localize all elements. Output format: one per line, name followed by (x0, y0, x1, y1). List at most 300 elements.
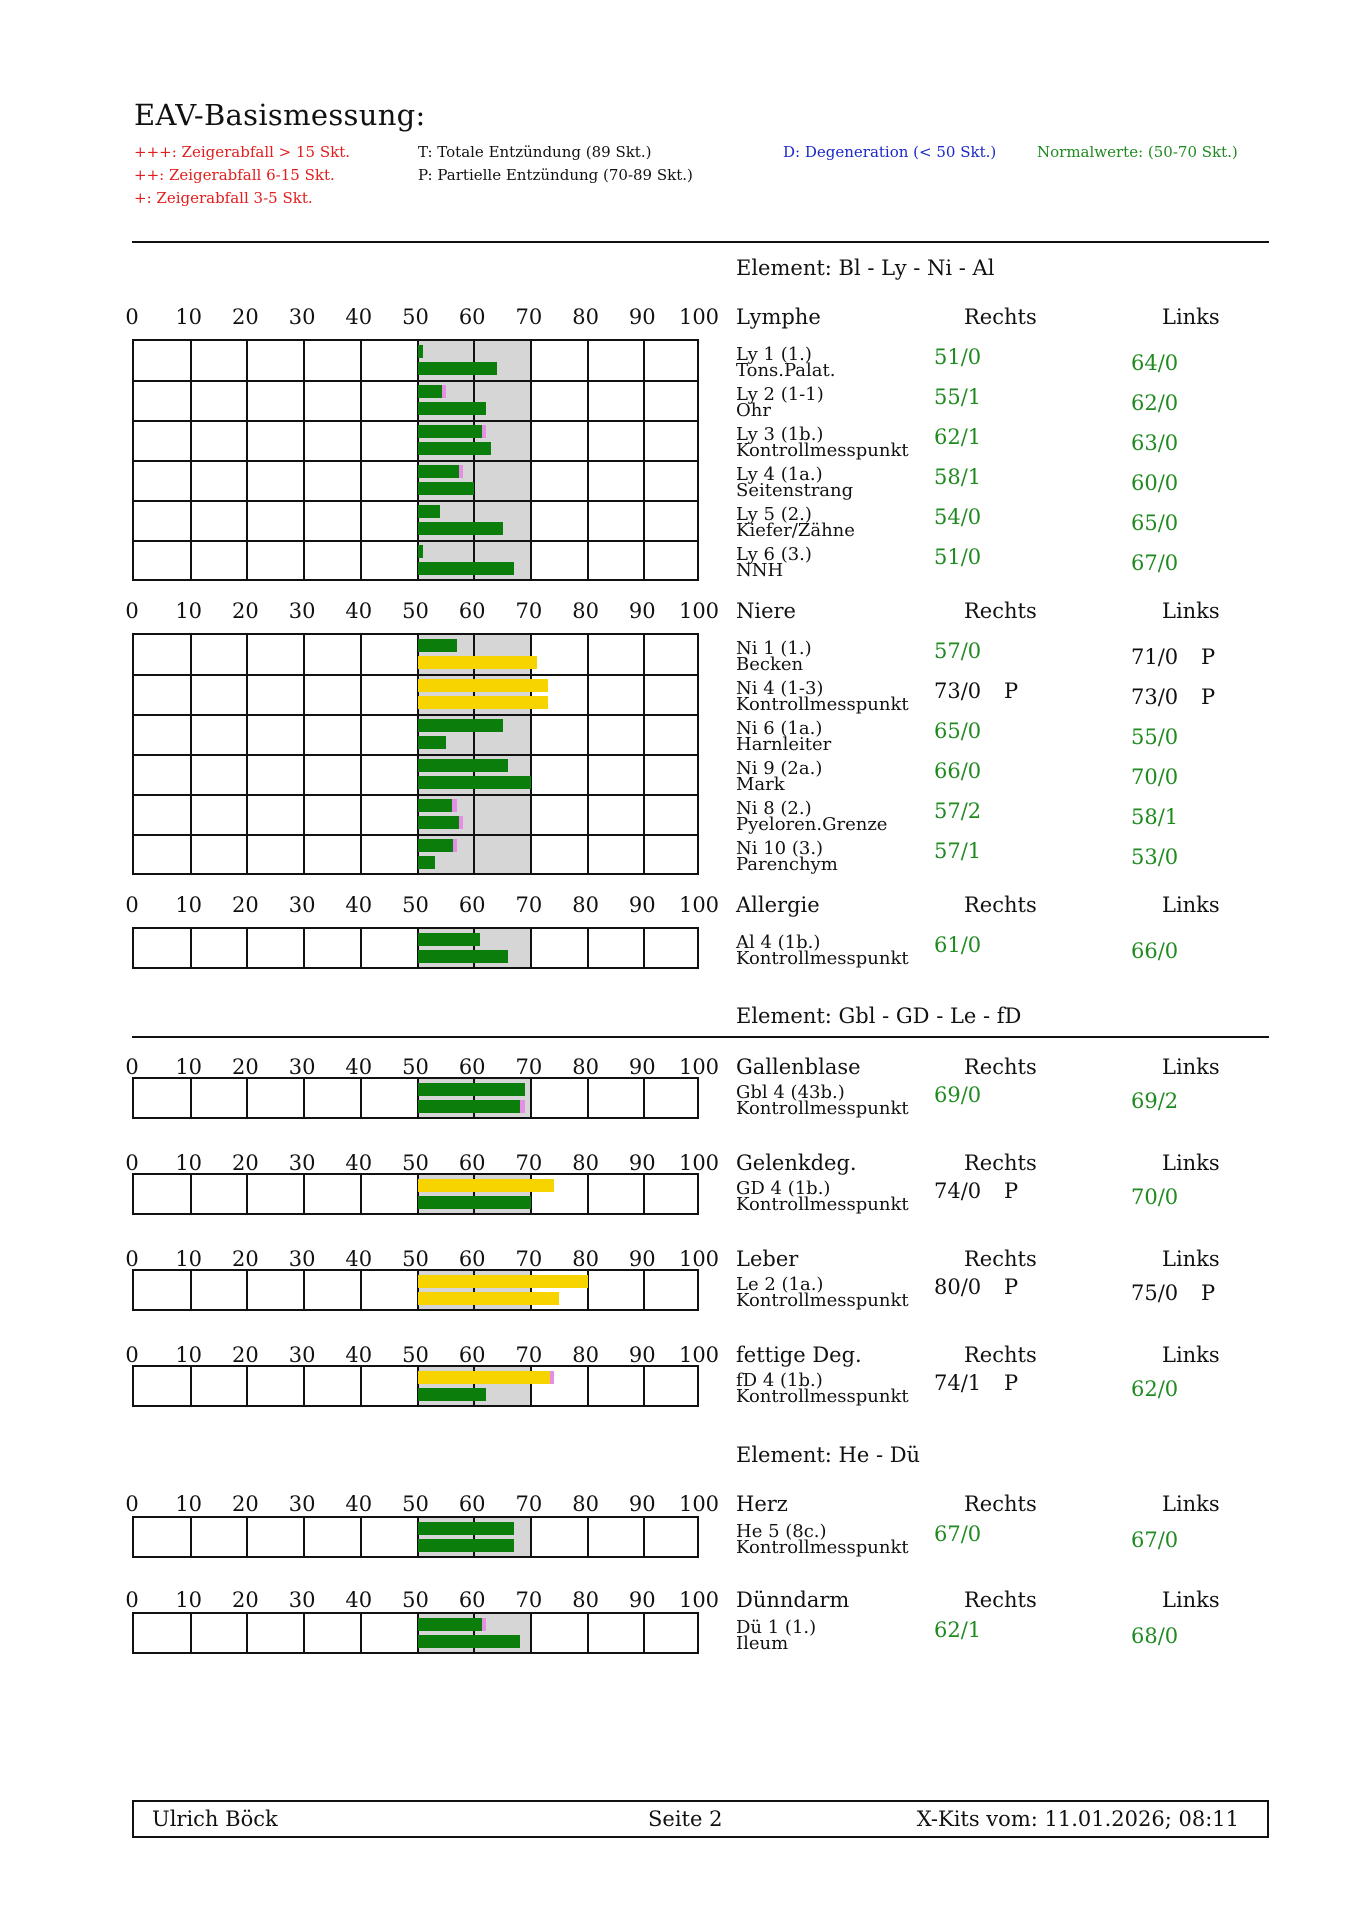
scale-tick-label: 70 (515, 893, 543, 917)
column-head-left: Links (1162, 1151, 1220, 1175)
value-left: 67/0 (1131, 1528, 1179, 1552)
scale-tick-label: 80 (572, 893, 599, 917)
grid-line-vertical (360, 1175, 362, 1213)
measure-point-code: Dü 1 (1.) (736, 1617, 817, 1638)
scale-tick-label: 60 (458, 1055, 486, 1079)
scale-tick-label: 30 (288, 1343, 316, 1367)
scale-tick-label: 80 (572, 1247, 599, 1271)
column-head-right: Rechts (964, 893, 1037, 917)
measure-point-location: Ohr (736, 400, 771, 421)
scale-tick-label: 60 (458, 893, 486, 917)
measure-point-code: Ni 6 (1a.) (736, 718, 823, 739)
scale-tick-label: 100 (678, 305, 720, 329)
scale-tick-label: 100 (678, 1492, 720, 1516)
measurement-grid (132, 1269, 699, 1311)
scale-tick-label: 40 (345, 1151, 373, 1175)
reading-bar-right (418, 465, 463, 478)
value-right: 73/0 (934, 679, 982, 703)
reading-bar-left (418, 402, 486, 415)
grid-line-vertical (360, 929, 362, 967)
measure-point-code: He 5 (8c.) (736, 1521, 827, 1542)
scale-tick-label: 0 (125, 1343, 139, 1367)
scale-tick-label: 50 (402, 599, 429, 623)
scale-tick-label: 100 (678, 1247, 720, 1271)
grid-line-vertical (587, 929, 589, 967)
scale-tick-label: 100 (678, 1151, 720, 1175)
organ-section-title: Gallenblase (736, 1055, 861, 1079)
scale-tick-label: 20 (232, 305, 259, 329)
grid-line-horizontal (134, 500, 697, 502)
pointer-drop-indicator (482, 425, 486, 438)
grid-line-vertical (360, 1518, 362, 1556)
pointer-drop-indicator (520, 1100, 525, 1113)
grid-line-vertical (360, 1271, 362, 1309)
value-left: 55/0 (1131, 725, 1179, 749)
value-left: 60/0 (1131, 471, 1179, 495)
pointer-drop-indicator (550, 1371, 554, 1384)
organ-section-title: fettige Deg. (736, 1343, 862, 1367)
grid-line-vertical (643, 1175, 645, 1213)
scale-tick-label: 0 (125, 1151, 139, 1175)
scale-tick-label: 80 (572, 599, 599, 623)
grid-line-vertical (303, 1518, 305, 1556)
scale-tick-label: 30 (288, 1492, 316, 1516)
column-head-right: Rechts (964, 1343, 1037, 1367)
column-head-left: Links (1162, 1588, 1220, 1612)
scale-tick-label: 30 (288, 1055, 316, 1079)
scale-tick-label: 20 (232, 1247, 259, 1271)
measure-point-location: NNH (736, 560, 784, 581)
value-right: 61/0 (934, 933, 982, 957)
scale-tick-label: 10 (175, 893, 203, 917)
grid-line-vertical (643, 1614, 645, 1652)
scale-tick-label: 70 (515, 1343, 543, 1367)
scale-tick-label: 90 (628, 1055, 656, 1079)
column-head-right: Rechts (964, 1151, 1037, 1175)
scale-tick-label: 30 (288, 1247, 316, 1271)
measure-point-code: Ly 3 (1b.) (736, 424, 824, 445)
reading-bar-left (418, 1100, 526, 1113)
reading-bar-left (418, 1292, 560, 1305)
column-head-right: Rechts (964, 1492, 1037, 1516)
measure-point-code: Ly 5 (2.) (736, 504, 812, 525)
value-left: 70/0 (1131, 765, 1179, 789)
grid-line-vertical (303, 1614, 305, 1652)
organ-section-title: Niere (736, 599, 796, 623)
measure-point-location: Kontrollmesspunkt (736, 694, 909, 715)
legend-normal-values: Normalwerte: (50-70 Skt.) (1037, 143, 1238, 161)
scale-tick-label: 0 (125, 1588, 139, 1612)
scale-tick-label: 10 (175, 1151, 203, 1175)
grid-line-vertical (190, 929, 192, 967)
scale-tick-label: 50 (402, 1247, 429, 1271)
value-right: 57/0 (934, 639, 982, 663)
organ-section-title: Allergie (736, 893, 820, 917)
grid-line-vertical (246, 1271, 248, 1309)
reading-bar-right (418, 1083, 526, 1096)
footer-timestamp: X-Kits vom: 11.01.2026; 08:11 (916, 1807, 1239, 1831)
grid-line-vertical (360, 1079, 362, 1117)
organ-section-title: Lymphe (736, 305, 821, 329)
scale-tick-label: 30 (288, 599, 316, 623)
scale-tick-label: 70 (515, 305, 543, 329)
grid-line-vertical (246, 929, 248, 967)
measure-point-code: Ni 10 (3.) (736, 838, 824, 859)
value-left: 63/0 (1131, 431, 1179, 455)
measure-point-code: Ni 4 (1-3) (736, 678, 824, 699)
measure-point-code: Ni 8 (2.) (736, 798, 812, 819)
reading-bar-right (418, 545, 424, 558)
scale-ticks (125, 893, 720, 919)
value-left: 53/0 (1131, 845, 1179, 869)
scale-tick-label: 100 (678, 1055, 720, 1079)
scale-tick-label: 20 (232, 1588, 259, 1612)
scale-tick-label: 20 (232, 599, 259, 623)
scale-tick-label: 80 (572, 1151, 599, 1175)
footer-page-number: Seite 2 (648, 1807, 723, 1831)
scale-tick-label: 60 (458, 1492, 486, 1516)
page-footer (132, 1800, 1269, 1838)
scale-tick-label: 90 (628, 1151, 656, 1175)
measure-point-code: Ly 1 (1.) (736, 344, 812, 365)
reading-bar-left (418, 856, 435, 869)
scale-tick-label: 40 (345, 599, 373, 623)
measurement-grid (132, 339, 699, 581)
scale-tick-label: 60 (458, 1343, 486, 1367)
scale-tick-label: 30 (288, 305, 316, 329)
value-right: 57/2 (934, 799, 982, 823)
scale-tick-label: 90 (628, 1247, 656, 1271)
value-right: 58/1 (934, 465, 982, 489)
value-left: 62/0 (1131, 391, 1179, 415)
scale-tick-label: 40 (345, 305, 373, 329)
measure-point-location: Kiefer/Zähne (736, 520, 855, 541)
value-left: 75/0 (1131, 1281, 1179, 1305)
reading-bar-left (418, 522, 503, 535)
measurement-grid (132, 1612, 699, 1654)
element-title: Element: Gbl - GD - Le - fD (736, 1004, 1022, 1028)
scale-tick-label: 50 (402, 1588, 429, 1612)
column-head-left: Links (1162, 1055, 1220, 1079)
scale-ticks (125, 305, 720, 331)
scale-tick-label: 70 (515, 1055, 543, 1079)
measure-point-code: Ni 9 (2a.) (736, 758, 823, 779)
value-right: 74/1 (934, 1371, 982, 1395)
scale-tick-label: 0 (125, 305, 139, 329)
scale-tick-label: 70 (515, 1151, 543, 1175)
scale-tick-label: 100 (678, 1343, 720, 1367)
scale-tick-label: 70 (515, 1247, 543, 1271)
measure-point-location: Pyeloren.Grenze (736, 814, 888, 835)
reading-bar-right (418, 1179, 554, 1192)
grid-line-vertical (643, 1271, 645, 1309)
measurement-grid (132, 1516, 699, 1558)
column-head-left: Links (1162, 1492, 1220, 1516)
scale-tick-label: 80 (572, 1055, 599, 1079)
legend-drop-3: +++: Zeigerabfall > 15 Skt. (134, 143, 351, 161)
column-head-left: Links (1162, 893, 1220, 917)
organ-section-title: Dünndarm (736, 1588, 850, 1612)
value-right: 62/1 (934, 425, 982, 449)
grid-line-vertical (190, 1518, 192, 1556)
scale-tick-label: 10 (175, 1343, 203, 1367)
measure-point-location: Kontrollmesspunkt (736, 440, 909, 461)
value-right: 57/1 (934, 839, 982, 863)
measure-point-code: Le 2 (1a.) (736, 1274, 824, 1295)
reading-bar-left (418, 776, 531, 789)
reading-bar-left (418, 1635, 520, 1648)
scale-tick-label: 50 (402, 1151, 429, 1175)
pointer-drop-indicator (442, 385, 446, 398)
measure-point-location: Kontrollmesspunkt (736, 1290, 909, 1311)
grid-line-vertical (360, 1614, 362, 1652)
grid-line-horizontal (134, 834, 697, 836)
scale-tick-label: 90 (628, 305, 656, 329)
scale-tick-label: 50 (402, 1343, 429, 1367)
value-left: 65/0 (1131, 511, 1179, 535)
value-right: 66/0 (934, 759, 982, 783)
pointer-drop-indicator (453, 839, 457, 852)
grid-line-horizontal (134, 794, 697, 796)
grid-line-vertical (190, 1367, 192, 1405)
value-left: 71/0 (1131, 645, 1179, 669)
organ-section-title: Herz (736, 1492, 788, 1516)
reading-bar-right (418, 679, 548, 692)
reading-bar-left (418, 442, 492, 455)
measure-point-location: Becken (736, 654, 804, 675)
measure-point-code: GD 4 (1b.) (736, 1178, 831, 1199)
measure-point-location: Kontrollmesspunkt (736, 1194, 909, 1215)
scale-tick-label: 80 (572, 1588, 599, 1612)
reading-bar-right (418, 799, 458, 812)
reading-bar-left (418, 950, 509, 963)
value-left: 64/0 (1131, 351, 1179, 375)
grid-line-vertical (643, 1518, 645, 1556)
measure-point-location: Harnleiter (736, 734, 832, 755)
measurement-grid (132, 1077, 699, 1119)
reading-bar-left (418, 482, 475, 495)
value-left: 58/1 (1131, 805, 1179, 829)
scale-tick-label: 70 (515, 1492, 543, 1516)
pointer-drop-indicator (459, 465, 463, 478)
grid-line-horizontal (134, 674, 697, 676)
value-right: 62/1 (934, 1618, 982, 1642)
scale-tick-label: 80 (572, 1343, 599, 1367)
grid-line-vertical (530, 1614, 532, 1652)
flag-right: P (1004, 1371, 1019, 1395)
scale-tick-label: 0 (125, 1247, 139, 1271)
value-right: 67/0 (934, 1522, 982, 1546)
reading-bar-right (418, 639, 458, 652)
flag-right: P (1004, 1179, 1019, 1203)
measurement-grid (132, 633, 699, 875)
element-title: Element: He - Dü (736, 1443, 921, 1467)
value-left: 62/0 (1131, 1377, 1179, 1401)
measure-point-location: Seitenstrang (736, 480, 854, 501)
grid-line-vertical (530, 929, 532, 967)
grid-line-vertical (643, 1079, 645, 1117)
column-head-left: Links (1162, 305, 1220, 329)
scale-tick-label: 30 (288, 1151, 316, 1175)
column-head-right: Rechts (964, 1055, 1037, 1079)
measure-point-location: Tons.Palat. (736, 360, 836, 381)
measure-point-location: Kontrollmesspunkt (736, 1098, 909, 1119)
scale-tick-label: 90 (628, 893, 656, 917)
grid-line-horizontal (134, 754, 697, 756)
grid-line-vertical (587, 1175, 589, 1213)
scale-tick-label: 40 (345, 1055, 373, 1079)
organ-section-title: Gelenkdeg. (736, 1151, 857, 1175)
value-left: 73/0 (1131, 685, 1179, 709)
grid-line-vertical (246, 1518, 248, 1556)
grid-line-vertical (190, 1271, 192, 1309)
scale-tick-label: 90 (628, 1588, 656, 1612)
column-head-right: Rechts (964, 1588, 1037, 1612)
value-left: 66/0 (1131, 939, 1179, 963)
grid-line-horizontal (134, 380, 697, 382)
scale-tick-label: 0 (125, 893, 139, 917)
scale-ticks (125, 1492, 720, 1518)
scale-tick-label: 30 (288, 893, 316, 917)
scale-tick-label: 80 (572, 305, 599, 329)
scale-tick-label: 0 (125, 599, 139, 623)
value-right: 65/0 (934, 719, 982, 743)
grid-line-vertical (303, 1367, 305, 1405)
reading-bar-right (418, 345, 424, 358)
scale-tick-label: 40 (345, 1588, 373, 1612)
scale-tick-label: 0 (125, 1055, 139, 1079)
grid-line-vertical (587, 1079, 589, 1117)
reading-bar-left (418, 562, 514, 575)
scale-ticks (125, 599, 720, 625)
grid-line-horizontal (134, 714, 697, 716)
scale-tick-label: 20 (232, 1151, 259, 1175)
scale-tick-label: 50 (402, 1055, 429, 1079)
legend-total-inflammation: T: Totale Entzündung (89 Skt.) (418, 143, 652, 161)
column-head-left: Links (1162, 1343, 1220, 1367)
pointer-drop-indicator (459, 816, 463, 829)
value-right: 55/1 (934, 385, 982, 409)
scale-tick-label: 20 (232, 893, 259, 917)
column-head-right: Rechts (964, 305, 1037, 329)
scale-tick-label: 10 (175, 1055, 203, 1079)
scale-tick-label: 90 (628, 1492, 656, 1516)
measure-point-location: Mark (736, 774, 785, 795)
scale-tick-label: 0 (125, 1492, 139, 1516)
measure-point-code: Ly 2 (1-1) (736, 384, 824, 405)
grid-line-horizontal (134, 540, 697, 542)
element-title: Element: Bl - Ly - Ni - Al (736, 256, 995, 280)
column-head-left: Links (1162, 599, 1220, 623)
grid-line-vertical (303, 1271, 305, 1309)
value-right: 51/0 (934, 545, 982, 569)
scale-tick-label: 20 (232, 1055, 259, 1079)
grid-line-horizontal (134, 420, 697, 422)
scale-tick-label: 100 (678, 599, 720, 623)
measurement-grid (132, 927, 699, 969)
value-right: 69/0 (934, 1083, 982, 1107)
scale-tick-label: 100 (678, 1588, 720, 1612)
reading-bar-left (418, 362, 497, 375)
value-left: 70/0 (1131, 1185, 1179, 1209)
pointer-drop-indicator (482, 1618, 486, 1631)
grid-line-vertical (190, 1079, 192, 1117)
scale-tick-label: 90 (628, 1343, 656, 1367)
value-right: 74/0 (934, 1179, 982, 1203)
scale-tick-label: 40 (345, 1247, 373, 1271)
value-right: 54/0 (934, 505, 982, 529)
measure-point-code: Ni 1 (1.) (736, 638, 812, 659)
measure-point-location: Ileum (736, 1633, 789, 1654)
grid-line-vertical (303, 1079, 305, 1117)
measure-point-code: Al 4 (1b.) (736, 932, 821, 953)
measure-point-location: Parenchym (736, 854, 838, 875)
column-head-right: Rechts (964, 1247, 1037, 1271)
reading-bar-left (418, 696, 548, 709)
measure-point-code: fD 4 (1b.) (736, 1370, 823, 1391)
reading-bar-left (418, 1388, 486, 1401)
reading-bar-left (418, 1539, 514, 1552)
grid-line-vertical (530, 1079, 532, 1117)
scale-tick-label: 50 (402, 305, 429, 329)
grid-line-vertical (587, 1367, 589, 1405)
value-left: 69/2 (1131, 1089, 1179, 1113)
scale-tick-label: 60 (458, 1588, 486, 1612)
measure-point-code: Gbl 4 (43b.) (736, 1082, 845, 1103)
scale-tick-label: 40 (345, 1492, 373, 1516)
legend-drop-1: +: Zeigerabfall 3-5 Skt. (134, 189, 313, 207)
flag-right: P (1004, 679, 1019, 703)
measurement-grid (132, 1365, 699, 1407)
grid-line-horizontal (134, 460, 697, 462)
reading-bar-left (418, 656, 537, 669)
scale-tick-label: 40 (345, 1343, 373, 1367)
scale-tick-label: 60 (458, 1247, 486, 1271)
legend-partial-inflammation: P: Partielle Entzündung (70-89 Skt.) (418, 166, 693, 184)
grid-line-vertical (246, 1367, 248, 1405)
measure-point-location: Kontrollmesspunkt (736, 1537, 909, 1558)
legend-degeneration: D: Degeneration (< 50 Skt.) (783, 143, 997, 161)
scale-tick-label: 60 (458, 599, 486, 623)
scale-tick-label: 60 (458, 305, 486, 329)
reading-bar-right (418, 385, 446, 398)
scale-tick-label: 20 (232, 1492, 259, 1516)
scale-tick-label: 10 (175, 599, 203, 623)
grid-line-vertical (360, 1367, 362, 1405)
reading-bar-right (418, 1618, 486, 1631)
footer-author: Ulrich Böck (152, 1807, 278, 1831)
flag-left: P (1201, 645, 1216, 669)
grid-line-vertical (246, 1614, 248, 1652)
grid-line-vertical (303, 1175, 305, 1213)
measure-point-code: Ly 4 (1a.) (736, 464, 823, 485)
section-divider (132, 1036, 1269, 1038)
scale-tick-label: 10 (175, 1588, 203, 1612)
scale-tick-label: 60 (458, 1151, 486, 1175)
reading-bar-right (418, 505, 441, 518)
value-left: 68/0 (1131, 1624, 1179, 1648)
reading-bar-right (418, 1371, 554, 1384)
flag-right: P (1004, 1275, 1019, 1299)
reading-bar-right (418, 425, 486, 438)
scale-tick-label: 70 (515, 599, 543, 623)
value-right: 80/0 (934, 1275, 982, 1299)
reading-bar-left (418, 1196, 531, 1209)
reading-bar-right (418, 719, 503, 732)
scale-tick-label: 30 (288, 1588, 316, 1612)
grid-line-vertical (643, 1367, 645, 1405)
reading-bar-right (418, 1275, 588, 1288)
